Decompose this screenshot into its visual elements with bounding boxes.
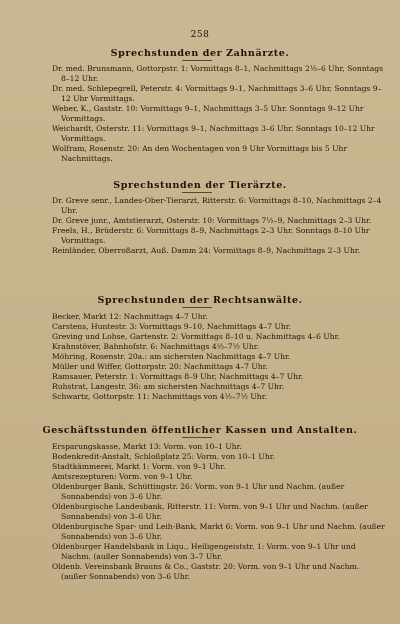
entry-line: Freels, H., Brüderstr. 6: Vormittags 8–9, Nachmittags 2–3 Uhr. Sonntags 8–10 Uhr Vormittags. [52,226,370,245]
entry-line: Ramsauer, Peterstr. 1: Vormittags 8–9 Uhr, Nachmittags 4–7 Uhr. [52,372,304,381]
entry-line: Oldenburgische Spar- und Leih-Bank, Markt 6: Vorm. von 9–1 Uhr und Nachm. (außer Sonnabends) von 3–6 Uhr. [52,522,385,541]
entry-line: Oldenburgische Landesbank, Ritterstr. 11: Vorm. von 9–1 Uhr und Nachm. (außer Sonnabends) von 3–6 Uhr. [52,502,368,521]
section-heading: Sprechstunden der Rechtsanwälte. [97,295,303,306]
entry-line: Reinländer, Oberroßarzt, Auß. Damm 24: Vormittags 8–9, Nachmittags 2–3 Uhr. [52,246,361,255]
entry-line: Greving und Lohse, Gartenstr. 2: Vormittags 8–10 u. Nachmittags 4–6 Uhr. [52,332,340,341]
entry-line: Müller und Wiffer, Gottorpstr. 20: Nachmittags 4–7 Uhr. [52,362,268,371]
entry-line: Oldenburger Bank, Schüttingstr. 26: Vorm. von 9–1 Uhr und Nachm. (außer Sonnabends) von 3–6 Uhr. [52,482,345,501]
section-divider [182,437,212,438]
section-divider [182,192,212,193]
section-divider [182,60,212,61]
section-entries [52,64,386,164]
section-entries [52,312,386,402]
entry-line: Schwartz, Gottorpstr. 11: Nachmittags von 4½–7½ Uhr. [52,392,267,401]
entry-line: Oldenb. Vereinsbank Brauns & Co., Gaststr. 20: Vorm. von 9–1 Uhr und Nachm. (außer Sonnabends) von 3–6 Uhr. [52,562,360,581]
entry-line: Oldenburger Handelsbank in Liqu., Heiligengeiststr. 1: Vorm. von 9–1 Uhr und Nachm. (außer Sonnabends) von 3–7 Uhr. [52,542,356,561]
entry-line: Krahnstöver, Bahnhofstr. 6: Nachmittags 4½–7½ Uhr. [52,342,259,351]
entry-line: Stadtkämmerei, Markt 1: Vorm. von 9–1 Uhr. [52,462,226,471]
section-divider [182,307,212,308]
section-heading: Geschäftsstunden öffentlicher Kassen und Anstalten. [42,425,358,436]
entry-line: Ruhstrat, Langestr. 36: am sichersten Nachmittags 4–7 Uhr. [52,382,285,391]
entry-line: Dr. med. Schlepegrell, Peterstr. 4: Vormittags 9–1, Nachmittags 3–6 Uhr, Sonntags 9–12 Uhr Vormittags. [52,84,382,103]
entry-line: Weber, K., Gaststr. 10: Vormittags 9–1, Nachmittags 3–5 Uhr. Sonntags 9–12 Uhr Vormittags. [52,104,364,123]
section-heading: Sprechstunden der Zahnärzte. [110,48,290,59]
entry-line: Ersparungskasse, Markt 13: Vorm. von 10–1 Uhr. [52,442,242,451]
entry-line: Dr. Greve junr., Amtstierarzt, Osterstr. 10: Vormittags 7½–9, Nachmittags 2–3 Uhr. [52,216,372,225]
entry-line: Dr. med. Brunsmann, Gottorpstr. 1: Vormittags 8–1, Nachmittags 2½–6 Uhr, Sonntags 8–12 Uhr. [52,64,383,83]
entry-line: Bodenkredit-Anstalt, Schloßplatz 25: Vorm. von 10–1 Uhr. [52,452,275,461]
entry-line: Wolfram, Rosenstr. 20: An den Wochentagen von 9 Uhr Vormittags bis 5 Uhr Nachmittags. [52,144,348,163]
entry-line: Dr. Greve senr., Landes-Ober-Tierarzt, Ritterstr. 6: Vormittags 8–10, Nachmittags 2–4 Uhr. [52,196,382,215]
page-number: 258 [190,30,210,40]
entry-line: Becker, Markt 12: Nachmittags 4–7 Uhr. [52,312,208,321]
entry-line: Weichardt, Osterstr. 11: Vormittags 9–1, Nachmittags 3–6 Uhr. Sonntags 10–12 Uhr Vormittags. [52,124,375,143]
section-entries [52,442,386,582]
section-heading: Sprechstunden der Tierärzte. [113,180,287,191]
entry-line: Amtsrezepturen: Vorm. von 9–1 Uhr. [52,472,193,481]
entry-line: Carstens, Huntestr. 3: Vormittags 9–10, Nachmittags 4–7 Uhr. [52,322,292,331]
section-entries [52,196,386,256]
entry-line: Möhring, Rosenstr. 20a.: am sichersten Nachmittags 4–7 Uhr. [52,352,291,361]
